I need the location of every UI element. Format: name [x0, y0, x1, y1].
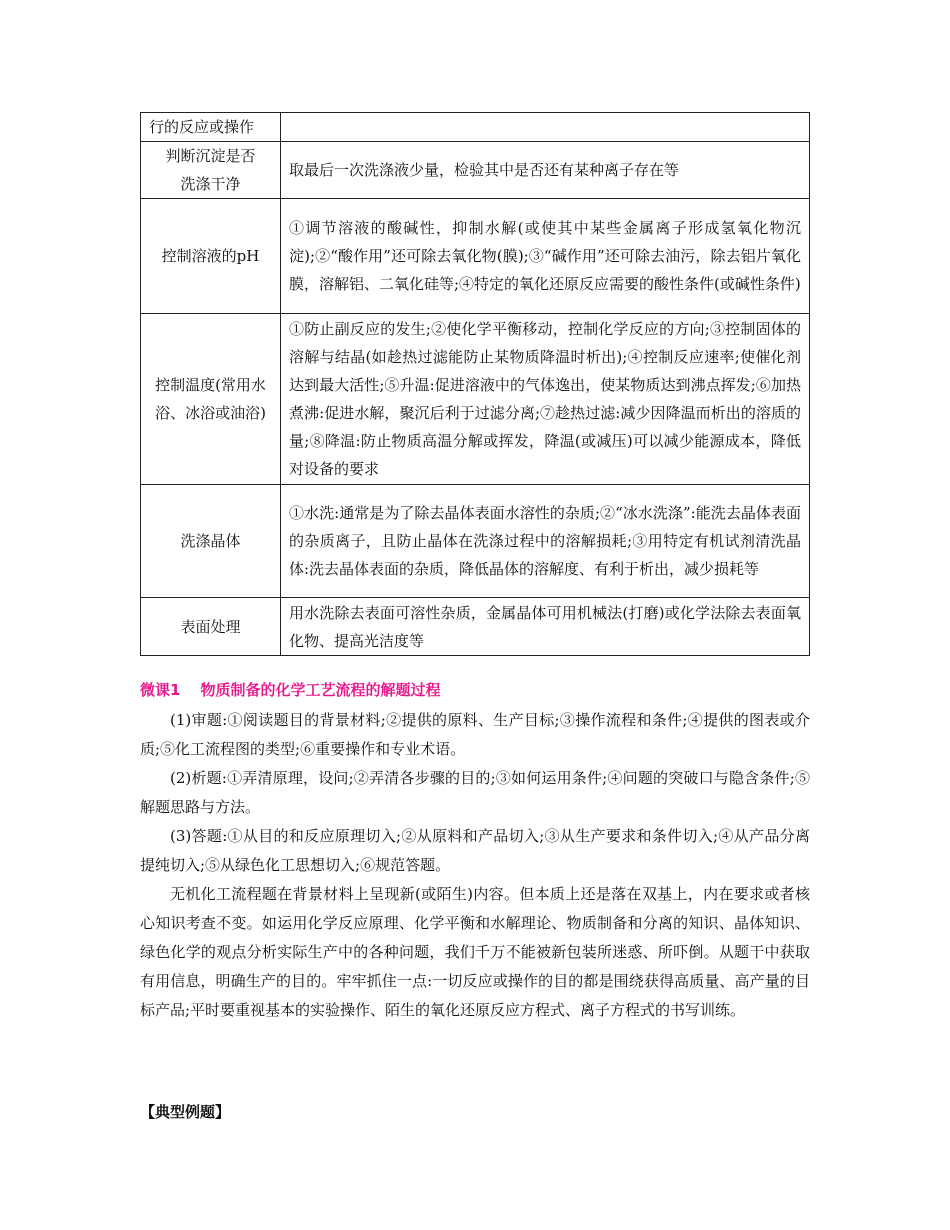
row-label: 控制溶液的pH — [141, 199, 281, 314]
paragraph-review: (1)审题:①阅读题目的背景材料;②提供的原料、生产目标;③操作流程和条件;④提供的图表或介质;⑤化工流程图的类型;⑥重要操作和专业术语。 — [140, 711, 810, 758]
row-label: 控制温度(常用水浴、冰浴或油浴) — [141, 314, 281, 485]
paragraph-answer: (3)答题:①从目的和反应原理切入;②从原料和产品切入;③从生产要求和条件切入;④从产品分离提纯切入;⑤从绿色化工思想切入;⑥规范答题。 — [140, 827, 810, 874]
example-heading: 【典型例题】 — [140, 1103, 231, 1121]
row-content: 用水洗除去表面可溶性杂质，金属晶体可用机械法(打磨)或化学法除去表面氧化物、提高光洁度等 — [281, 598, 810, 656]
row-content: ①水洗:通常是为了除去晶体表面水溶性的杂质;②“冰水洗涤”:能洗去晶体表面的杂质离子，且防止晶体在洗涤过程中的溶解损耗;③用特定有机试剂清洗晶体:洗去晶体表面的杂质，降低晶体的溶解度、有利于析出，减少损耗等 — [281, 485, 810, 598]
row-content: 取最后一次洗涤液少量，检验其中是否还有某种离子存在等 — [281, 142, 810, 199]
row-label: 洗涤晶体 — [141, 485, 281, 598]
table-row — [141, 199, 810, 314]
row-label: 表面处理 — [141, 598, 281, 656]
process-operations-table — [140, 112, 810, 656]
body-text — [140, 706, 810, 1025]
row-content — [281, 113, 810, 142]
row-content: ①调节溶液的酸碱性，抑制水解(或使其中某些金属离子形成氢氧化物沉淀);②“酸作用”还可除去氧化物(膜);③“碱作用”还可除去油污，除去铝片氧化膜，溶解铝、二氧化硅等;④特定的氧化还原反应需要的酸性条件(或碱性条件) — [281, 199, 810, 314]
paragraph-summary: 无机化工流程题在背景材料上呈现新(或陌生)内容。但本质上还是落在双基上，内在要求或者核心知识考查不变。如运用化学反应原理、化学平衡和水解理论、物质制备和分离的知识、晶体知识、绿色化学的观点分析实际生产中的各种问题，我们千万不能被新包装所迷惑、所吓倒。从题干中获取有用信息，明确生产的目的。牢牢抓住一点:一切反应或操作的目的都是围绕获得高质量、高产量的目标产品;平时要重视基本的实验操作、陌生的氧化还原反应方程式、离子方程式的书写训练。 — [140, 885, 810, 1019]
row-label: 行的反应或操作 — [141, 113, 281, 142]
table-row — [141, 142, 810, 199]
table-row — [141, 113, 810, 142]
table-row — [141, 485, 810, 598]
section-title-text: 物质制备的化学工艺流程的解题过程 — [200, 681, 441, 699]
row-content: ①防止副反应的发生;②使化学平衡移动，控制化学反应的方向;③控制固体的溶解与结晶(如趁热过滤能防止某物质降温时析出);④控制反应速率;使催化剂达到最大活性;⑤升温:促进溶液中的气体逸出，使某物质达到沸点挥发;⑥加热煮沸:促进水解，聚沉后利于过滤分离;⑦趁热过滤:减少因降温而析出的溶质的量;⑧降温:防止物质高温分解或挥发，降温(或减压)可以减少能源成本，降低对设备的要求 — [281, 314, 810, 485]
table-row — [141, 598, 810, 656]
section-number: 微课1 — [140, 681, 181, 699]
table-row — [141, 314, 810, 485]
section-title — [140, 676, 440, 704]
row-label: 判断沉淀是否洗涤干净 — [141, 142, 281, 199]
paragraph-analysis: (2)析题:①弄清原理，设问;②弄清各步骤的目的;③如何运用条件;④问题的突破口与隐含条件;⑤解题思路与方法。 — [140, 769, 810, 816]
